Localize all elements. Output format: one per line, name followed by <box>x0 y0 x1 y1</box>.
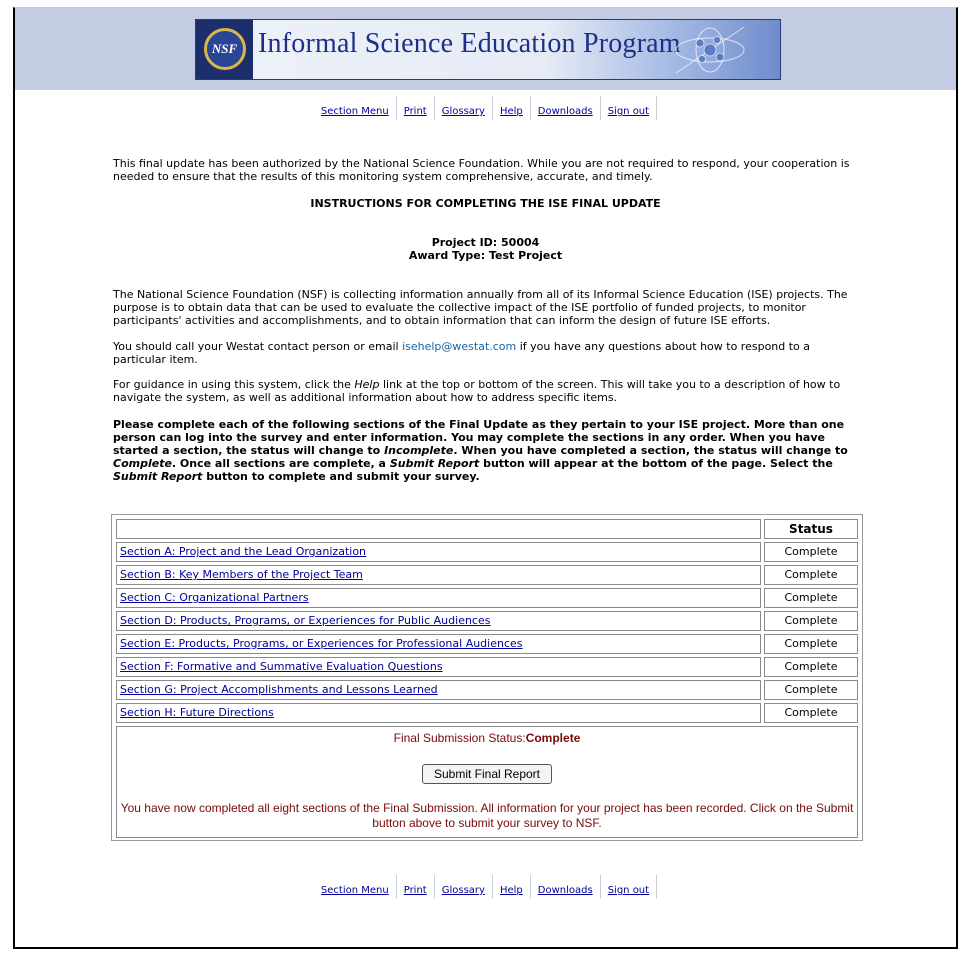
nav-section-menu-link[interactable]: Section Menu <box>320 106 389 117</box>
table-row <box>116 565 761 585</box>
status-cell: Complete <box>764 703 858 723</box>
nav-item <box>531 96 601 120</box>
table-row <box>116 703 761 723</box>
nav-sign-out-link[interactable]: Sign out <box>607 106 650 117</box>
instructions-title: INSTRUCTIONS FOR COMPLETING THE ISE FINAL UPDATE <box>310 197 661 210</box>
status-column-header: Status <box>764 519 858 539</box>
nav-item <box>493 875 531 899</box>
table-row <box>116 588 761 608</box>
completion-message: You have now completed all eight sections of the Final Submission. All information for your project has been recorded. Click on the Submit button above to submit your survey to NSF. <box>120 801 854 830</box>
guidance-text: For guidance in using this system, click the Help link at the top or bottom of the screen. This will take you to a description of how to navigate the system, as well as additional information about how to address specific items. <box>113 378 841 404</box>
bottom-nav <box>15 875 956 899</box>
status-cell: Complete <box>764 565 858 585</box>
status-cell: Complete <box>764 542 858 562</box>
top-nav <box>15 96 956 120</box>
nav-item <box>531 875 601 899</box>
banner-bar <box>15 8 956 90</box>
nav-item <box>435 96 493 120</box>
nav-item <box>314 875 397 899</box>
intro-text: This final update has been authorized by the National Science Foundation. While you are not required to respond, your cooperation is needed to ensure that the results of this monitoring system comprehensive, accurate, and timely. <box>113 157 850 183</box>
nsf-logo-text: NSF <box>211 41 238 56</box>
award-type: Award Type: Test Project <box>408 249 563 262</box>
nav-item <box>397 875 435 899</box>
contact-text: You should call your Westat contact person or email isehelp@westat.com if you have any questions about how to respond to a particular item. <box>113 340 811 366</box>
nav-section-menu-link[interactable]: Section Menu <box>320 885 389 896</box>
status-cell: Complete <box>764 680 858 700</box>
status-cell: Complete <box>764 634 858 654</box>
nsf-purpose-text: The National Science Foundation (NSF) is collecting information annually from all of its Informal Science Education (ISE) projects. The purpose is to obtain data that can be used to evaluate the collective impact of the ISE portfolio of funded projects, to monitor participants' activities and accomplishments, and to obtain information that can inform the design of future ISE efforts. <box>113 288 848 327</box>
table-header-empty <box>116 519 761 539</box>
final-status-value: Complete <box>525 731 581 745</box>
sections-table <box>111 514 863 841</box>
table-row <box>116 611 761 631</box>
molecule-graphic-icon <box>670 25 750 75</box>
help-emphasis: Help <box>354 378 380 391</box>
section-g-link[interactable]: Section G: Project Accomplishments and Lessons Learned <box>120 683 438 696</box>
nav-print-link[interactable]: Print <box>403 885 427 896</box>
nav-print-link[interactable]: Print <box>403 106 427 117</box>
status-cell: Complete <box>764 657 858 677</box>
section-a-link[interactable]: Section A: Project and the Lead Organization <box>120 545 367 558</box>
nav-help-link[interactable]: Help <box>499 106 523 117</box>
nav-item <box>314 96 397 120</box>
nav-item <box>601 96 657 120</box>
nav-downloads-link[interactable]: Downloads <box>537 106 593 117</box>
section-h-link[interactable]: Section H: Future Directions <box>120 706 274 719</box>
page-frame <box>13 7 958 949</box>
nav-item <box>601 875 657 899</box>
nav-help-link[interactable]: Help <box>499 885 523 896</box>
table-row <box>116 657 761 677</box>
final-submission-status: Final Submission Status:Complete <box>393 731 581 745</box>
program-banner <box>195 19 781 80</box>
section-b-link[interactable]: Section B: Key Members of the Project Team <box>120 568 363 581</box>
nav-sign-out-link[interactable]: Sign out <box>607 885 650 896</box>
table-row <box>116 542 761 562</box>
nav-item <box>435 875 493 899</box>
section-d-link[interactable]: Section D: Products, Programs, or Experiences for Public Audiences <box>120 614 491 627</box>
nav-item <box>493 96 531 120</box>
email-link[interactable]: isehelp@westat.com <box>402 340 517 353</box>
nav-glossary-link[interactable]: Glossary <box>441 106 485 117</box>
status-cell: Complete <box>764 611 858 631</box>
submit-final-report-button[interactable]: Submit Final Report <box>422 764 552 784</box>
final-submission-box <box>116 726 858 838</box>
table-row <box>116 634 761 654</box>
project-id: Project ID: 50004 <box>431 236 540 249</box>
section-e-link[interactable]: Section E: Products, Programs, or Experiences for Professional Audiences <box>120 637 523 650</box>
section-c-link[interactable]: Section C: Organizational Partners <box>120 591 309 604</box>
nav-item <box>397 96 435 120</box>
nav-downloads-link[interactable]: Downloads <box>537 885 593 896</box>
nsf-logo <box>196 20 253 79</box>
section-instructions: Please complete each of the following sections of the Final Update as they pertain to your ISE project. More than one person can log into the survey and enter information. You may complete the sections in any order. When you have started a section, the status will change to Incomplete. When you have completed a section, the status will change to Complete. Once all sections are complete, a Submit Report button will appear at the bottom of the page. Select the Submit Report button to complete and submit your survey. <box>113 418 848 483</box>
nav-glossary-link[interactable]: Glossary <box>441 885 485 896</box>
section-f-link[interactable]: Section F: Formative and Summative Evaluation Questions <box>120 660 443 673</box>
status-cell: Complete <box>764 588 858 608</box>
banner-title: Informal Science Education Program <box>258 28 681 59</box>
table-row <box>116 680 761 700</box>
